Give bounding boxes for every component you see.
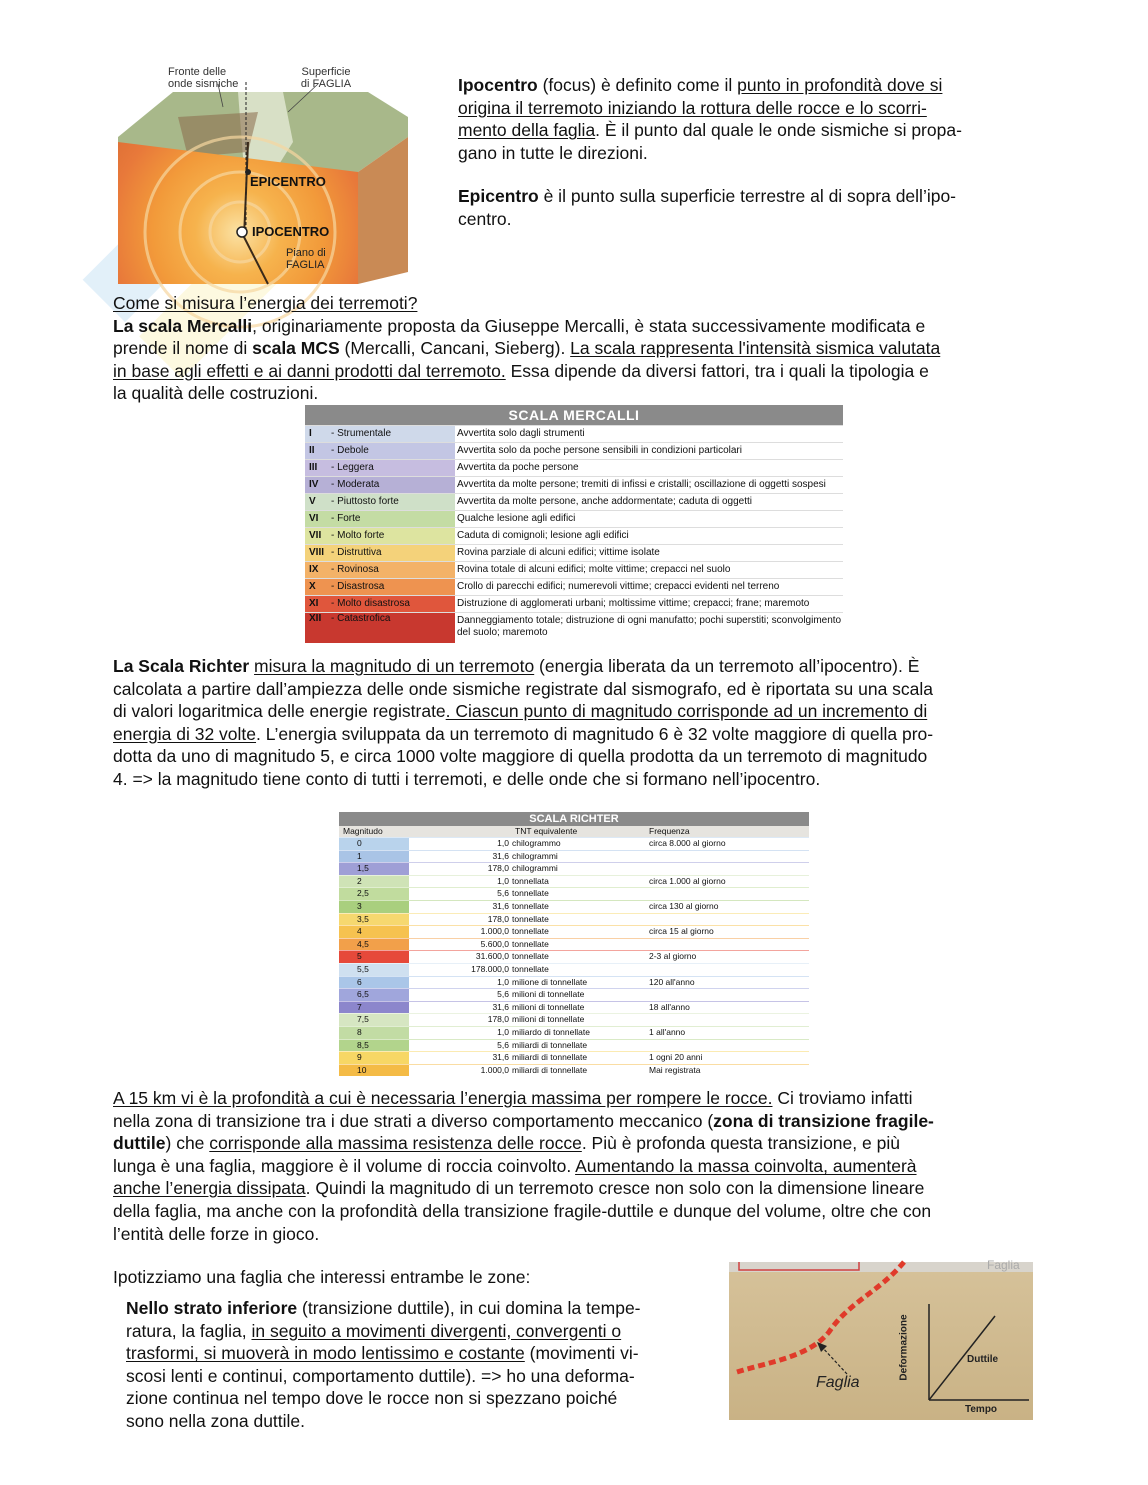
richter-magnitude: 3 <box>357 900 362 911</box>
richter-row <box>339 950 809 963</box>
strato-inferiore-term: Nello strato inferiore <box>126 1298 298 1318</box>
mercalli-row <box>305 459 843 476</box>
richter-row <box>339 1001 809 1014</box>
mercalli-title: SCALA MERCALLI <box>305 405 843 425</box>
mercalli-table <box>305 405 843 638</box>
text: ) che <box>165 1133 210 1154</box>
richter-magnitude: 5 <box>357 951 362 962</box>
mercalli-description: Caduta di comignoli; lesione agli edifici <box>455 528 843 544</box>
degree-name: - Disastrosa <box>331 581 385 592</box>
underlined-text: in seguito a movimenti divergenti, convergenti o <box>251 1320 622 1341</box>
degree-name: - Moderata <box>331 479 380 490</box>
bold-text: zona di transizione fragile- <box>713 1110 934 1131</box>
richter-frequency: 1 all'anno <box>649 1027 809 1039</box>
richter-tnt-unit: chilogrammi <box>512 863 649 875</box>
section-heading: Come si misura l’energia dei terremoti? <box>113 293 418 313</box>
richter-tnt-value: 178,0 <box>409 1014 512 1026</box>
degree-number: VII <box>309 530 322 541</box>
degree-number: III <box>309 462 318 473</box>
mercalli-description: Rovina parziale di alcuni edifici; vittime isolate <box>455 545 843 561</box>
richter-row <box>339 1013 809 1026</box>
richter-row <box>339 963 809 976</box>
mercalli-row <box>305 612 843 643</box>
richter-row <box>339 938 809 951</box>
text: , originariamente proposta da Giuseppe Mercalli, è stata successivamente modificata e <box>252 315 926 336</box>
mercalli-degree <box>305 562 455 578</box>
richter-frequency: 1 ogni 20 anni <box>649 1052 809 1064</box>
richter-magnitude: 10 <box>357 1064 367 1075</box>
richter-tnt-value: 1.000,0 <box>409 1065 512 1077</box>
richter-frequency: circa 130 al giorno <box>649 901 809 913</box>
richter-row <box>339 925 809 938</box>
richter-tnt-unit: tonnellate <box>512 926 649 938</box>
underlined-text: Aumentando la massa coinvolta, aumenterà <box>575 1155 917 1176</box>
richter-tnt-value: 1.000,0 <box>409 926 512 938</box>
mercalli-description: Avvertita da molte persone; tremiti di infissi e cristalli; oscillazione di oggetti sospesi <box>455 477 843 493</box>
tempo-label: Tempo <box>965 1404 998 1415</box>
text: (movimenti vi- <box>524 1343 639 1364</box>
degree-number: V <box>309 496 316 507</box>
mercalli-description: Qualche lesione agli edifici <box>455 511 843 527</box>
mercalli-degree <box>305 545 455 561</box>
ipocentro-term: Ipocentro <box>458 75 538 95</box>
mercalli-description: Crollo di parecchi edifici; numerevoli vittime; crepacci evidenti nel terreno <box>455 579 843 595</box>
underlined-text: corrisponde alla massima resistenza delle rocce <box>209 1133 582 1154</box>
richter-tnt-unit: tonnellate <box>512 964 649 976</box>
mercalli-degree <box>305 494 455 510</box>
mercalli-description: Danneggiamento totale; distruzione di ogni manufatto; pochi superstiti; sconvolgimento del suolo; maremoto <box>455 613 843 643</box>
col-frequenza: Frequenza <box>649 826 690 836</box>
richter-row <box>339 1064 809 1077</box>
mercalli-description: Avvertita solo da poche persone sensibili in condizioni particolari <box>455 443 843 459</box>
richter-frequency: circa 1.000 al giorno <box>649 876 809 888</box>
richter-frequency: 18 all'anno <box>649 1002 809 1014</box>
richter-frequency: 120 all'anno <box>649 977 809 989</box>
degree-name: - Distruttiva <box>331 547 382 558</box>
mercalli-row <box>305 561 843 578</box>
mcs-term: scala MCS <box>252 338 340 359</box>
richter-table <box>339 812 809 1075</box>
richter-tnt-value: 31,6 <box>409 1052 512 1064</box>
richter-tnt-unit: tonnellate <box>512 914 649 926</box>
richter-row <box>339 837 809 850</box>
richter-tnt-unit: tonnellate <box>512 888 649 900</box>
richter-tnt-value: 178,0 <box>409 863 512 875</box>
underlined-text: mento della faglia <box>458 120 596 141</box>
degree-name: - Piuttosto forte <box>331 496 399 507</box>
mercalli-degree <box>305 426 455 442</box>
richter-tnt-value: 1,0 <box>409 977 512 989</box>
mercalli-degree <box>305 528 455 544</box>
underlined-text: in base agli effetti e ai danni prodotti dal terremoto. <box>113 360 506 381</box>
richter-frequency: circa 8.000 al giorno <box>649 838 809 850</box>
epicentro-term: Epicentro <box>458 186 539 206</box>
text: della faglia, ma anche con la profondità della transizione fragile-duttile e dunque del volume, oltre che con <box>113 1200 932 1221</box>
mercalli-term: La scala Mercalli <box>113 315 253 336</box>
deformazione-label: Deformazione <box>898 1314 910 1381</box>
strato-inferiore-paragraph <box>126 1297 716 1433</box>
text: zione continua nel tempo dove le rocce non si spezzano poiché <box>126 1388 618 1409</box>
degree-number: IV <box>309 479 319 490</box>
richter-tnt-unit: miliardi di tonnellate <box>512 1040 649 1052</box>
faglia-deformazione-diagram <box>729 1258 1033 1420</box>
richter-frequency <box>649 964 809 976</box>
richter-tnt-value: 31,6 <box>409 1002 512 1014</box>
degree-name: - Molto forte <box>331 530 385 541</box>
mercalli-row <box>305 544 843 561</box>
text: (energia liberata da un terremoto all’ipocentro). È <box>534 656 920 676</box>
richter-row <box>339 976 809 989</box>
degree-name: - Rovinosa <box>331 564 379 575</box>
richter-row <box>339 850 809 863</box>
richter-tnt-value: 31,6 <box>409 901 512 913</box>
richter-tnt-unit: miliardo di tonnellate <box>512 1027 649 1039</box>
richter-tnt-value: 1,0 <box>409 876 512 888</box>
label-epicentro: EPICENTRO <box>250 174 326 189</box>
richter-frequency: circa 15 al giorno <box>649 926 809 938</box>
richter-row <box>339 900 809 913</box>
text: dotta da uno di magnitudo 5, e circa 1000 volte maggiore di quella prodotta da un terremoto di magnitudo <box>113 746 928 767</box>
richter-magnitude: 2 <box>357 875 362 886</box>
mercalli-description: Avvertita solo dagli strumenti <box>455 426 843 442</box>
text: di valori logaritmica delle energie registrate <box>113 701 446 722</box>
mercalli-degree <box>305 460 455 476</box>
degree-number: XII <box>309 613 322 624</box>
richter-row <box>339 887 809 900</box>
faglia-label: Faglia <box>816 1374 860 1391</box>
richter-magnitude: 8,5 <box>357 1039 369 1050</box>
richter-tnt-unit: milioni di tonnellate <box>512 1002 649 1014</box>
label-ipocentro: IPOCENTRO <box>252 224 330 239</box>
text: calcolata a partire dall’ampiezza delle onde sismiche registrate dal sismografo, ed è riportata su una scala <box>113 678 934 699</box>
richter-row <box>339 1039 809 1052</box>
richter-row <box>339 1026 809 1039</box>
richter-frequency <box>649 1040 809 1052</box>
label-piano: Piano di FAGLIA <box>286 247 326 271</box>
underlined-text: punto in profondità dove si <box>737 75 943 95</box>
richter-tnt-unit: chilogrammo <box>512 838 649 850</box>
richter-frequency: Mai registrata <box>649 1065 809 1077</box>
richter-header-row <box>339 826 809 837</box>
underlined-text: trasformi, si muoverà in modo lentissimo e costante <box>126 1343 525 1364</box>
richter-magnitude: 0 <box>357 838 362 848</box>
mercalli-row <box>305 578 843 595</box>
richter-tnt-value: 31.600,0 <box>409 951 512 963</box>
col-tnt: TNT equivalente <box>515 826 578 836</box>
text: Ci troviamo infatti <box>772 1088 913 1108</box>
richter-tnt-value: 1,0 <box>409 1027 512 1039</box>
richter-tnt-value: 5,6 <box>409 1040 512 1052</box>
text: lunga è una faglia, maggiore è il volume di roccia coinvolto. <box>113 1155 576 1176</box>
text: . Quindi la magnitudo di un terremoto cresce non solo con la dimensione lineare <box>305 1178 925 1199</box>
richter-magnitude: 6,5 <box>357 989 369 1000</box>
richter-tnt-unit: tonnellate <box>512 951 649 963</box>
text: Essa dipende da diversi fattori, tra i quali la tipologia e <box>505 360 929 381</box>
mercalli-row <box>305 425 843 442</box>
underlined-text: La scala rappresenta l'intensità sismica valutata <box>570 338 941 359</box>
transizione-section <box>113 1087 1043 1245</box>
mercalli-degree <box>305 443 455 459</box>
richter-tnt-unit: chilogrammi <box>512 851 649 863</box>
text: (transizione duttile), in cui domina la tempe- <box>297 1298 641 1318</box>
text: 4. => la magnitudo tiene conto di tutti i terremoti, e delle onde che si formano nell’ipocentro. <box>113 768 821 789</box>
richter-frequency <box>649 851 809 863</box>
degree-number: IX <box>309 564 319 575</box>
text: la qualità delle costruzioni. <box>113 383 319 404</box>
col-magnitudo: Magnitudo <box>343 826 383 836</box>
richter-row <box>339 913 809 926</box>
richter-magnitude: 9 <box>357 1052 362 1063</box>
richter-tnt-value: 1,0 <box>409 838 512 850</box>
text: . È il punto dal quale le onde sismiche si propa- <box>595 120 962 141</box>
degree-name: - Catastrofica <box>331 613 391 624</box>
mercalli-degree <box>305 511 455 527</box>
richter-magnitude: 7,5 <box>357 1014 369 1025</box>
text: sono nella zona duttile. <box>126 1410 306 1431</box>
text: (Mercalli, Cancani, Sieberg). <box>339 338 571 359</box>
underlined-text: . Ciascun punto di magnitudo corrisponde ad un incremento di <box>445 701 928 722</box>
richter-magnitude: 7 <box>357 1001 362 1012</box>
label-superficie: Superficie di FAGLIA <box>300 66 352 90</box>
richter-frequency <box>649 939 809 951</box>
mercalli-degree <box>305 579 455 595</box>
ipocentro-paragraph <box>458 74 1038 164</box>
richter-magnitude: 3,5 <box>357 913 369 924</box>
mercalli-row <box>305 510 843 527</box>
richter-tnt-unit: tonnellata <box>512 876 649 888</box>
underlined-text: A 15 km vi è la profondità a cui è necessaria l’energia massima per rompere le rocce. <box>113 1088 773 1108</box>
richter-term: La Scala Richter <box>113 656 250 676</box>
degree-number: VIII <box>309 547 325 558</box>
label-fronte: Fronte delle onde sismiche <box>168 66 239 90</box>
mercalli-row <box>305 493 843 510</box>
richter-frequency <box>649 863 809 875</box>
degree-number: II <box>309 445 315 456</box>
richter-tnt-value: 31,6 <box>409 851 512 863</box>
richter-magnitude: 4 <box>357 926 362 937</box>
degree-number: VI <box>309 513 319 524</box>
richter-row <box>339 1051 809 1064</box>
text: prende il nome di <box>113 338 253 359</box>
faded-faglia-label: Faglia <box>987 1258 1020 1272</box>
richter-tnt-value: 5,6 <box>409 888 512 900</box>
underlined-text: energia di 32 volte <box>113 723 257 744</box>
richter-row <box>339 862 809 875</box>
mercalli-degree <box>305 477 455 493</box>
text: nella zona di transizione tra i due strati a diverso comportamento meccanico ( <box>113 1110 714 1131</box>
underlined-text: anche l’energia dissipata <box>113 1178 306 1199</box>
richter-frequency: 2-3 al giorno <box>649 951 809 963</box>
richter-magnitude: 4,5 <box>357 938 369 949</box>
richter-section <box>113 655 1043 791</box>
degree-name: - Molto disastrosa <box>331 598 410 609</box>
richter-tnt-unit: milioni di tonnellate <box>512 989 649 1001</box>
underlined-text: misura la magnitudo di un terremoto <box>254 656 535 676</box>
mercalli-degree <box>305 613 455 643</box>
richter-tnt-unit: tonnellate <box>512 939 649 951</box>
text: (focus) è definito come il <box>537 75 738 95</box>
mercalli-description: Distruzione di agglomerati urbani; moltissime vittime; crepacci; frane; maremoto <box>455 596 843 612</box>
earthquake-diagram <box>118 62 452 284</box>
richter-title: SCALA RICHTER <box>339 812 809 826</box>
mercalli-section <box>113 292 1043 405</box>
richter-frequency <box>649 888 809 900</box>
richter-frequency <box>649 1014 809 1026</box>
ipotesi-intro: Ipotizziamo una faglia che interessi entrambe le zone: <box>113 1267 531 1287</box>
richter-tnt-value: 5,6 <box>409 989 512 1001</box>
text: l’entità delle forze in gioco. <box>113 1223 320 1244</box>
richter-frequency <box>649 989 809 1001</box>
text: scosi lenti e continui, comportamento duttile). => ho una deforma- <box>126 1365 635 1386</box>
degree-name: - Strumentale <box>331 428 392 439</box>
epicentro-paragraph <box>458 185 1038 230</box>
richter-magnitude: 6 <box>357 976 362 987</box>
text: gano in tutte le direzioni. <box>458 142 648 163</box>
mercalli-row <box>305 527 843 544</box>
mercalli-row <box>305 595 843 612</box>
richter-tnt-unit: tonnellate <box>512 901 649 913</box>
richter-tnt-unit: milioni di tonnellate <box>512 1014 649 1026</box>
richter-frequency <box>649 914 809 926</box>
mercalli-description: Rovina totale di alcuni edifici; molte vittime; crepacci nel suolo <box>455 562 843 578</box>
richter-magnitude: 8 <box>357 1026 362 1037</box>
richter-tnt-unit: miliardi di tonnellate <box>512 1052 649 1064</box>
richter-magnitude: 1,5 <box>357 863 369 874</box>
duttile-label: Duttile <box>967 1354 999 1365</box>
richter-tnt-unit: milione di tonnellate <box>512 977 649 989</box>
text: . L’energia sviluppata da un terremoto di magnitudo 6 è 32 volte maggiore di quella pro- <box>256 723 934 744</box>
mercalli-description: Avvertita da molte persone, anche addormentate; caduta di oggetti <box>455 494 843 510</box>
mercalli-description: Avvertita da poche persone <box>455 460 843 476</box>
degree-number: I <box>309 428 312 439</box>
degree-name: - Forte <box>331 513 361 524</box>
text: ratura, la faglia, <box>126 1320 252 1341</box>
richter-tnt-value: 5.600,0 <box>409 939 512 951</box>
text: . Più è profonda questa transizione, e più <box>581 1133 900 1154</box>
richter-tnt-value: 178,0 <box>409 914 512 926</box>
richter-tnt-unit: miliardi di tonnellate <box>512 1065 649 1077</box>
underlined-text: origina il terremoto iniziando la rottura delle rocce e lo scorri- <box>458 97 927 118</box>
degree-name: - Debole <box>331 445 369 456</box>
bold-text: duttile <box>113 1133 166 1154</box>
mercalli-row <box>305 476 843 493</box>
text: è il punto sulla superficie terrestre al di sopra dell’ipo- <box>538 186 957 206</box>
richter-row <box>339 988 809 1001</box>
degree-number: XI <box>309 598 319 609</box>
richter-magnitude: 1 <box>357 850 362 861</box>
degree-number: X <box>309 581 316 592</box>
mercalli-degree <box>305 596 455 612</box>
richter-magnitude: 5,5 <box>357 963 369 974</box>
degree-name: - Leggera <box>331 462 374 473</box>
text: centro. <box>458 208 512 229</box>
richter-row <box>339 875 809 888</box>
mercalli-row <box>305 442 843 459</box>
richter-magnitude: 2,5 <box>357 888 369 899</box>
richter-tnt-value: 178.000,0 <box>409 964 512 976</box>
